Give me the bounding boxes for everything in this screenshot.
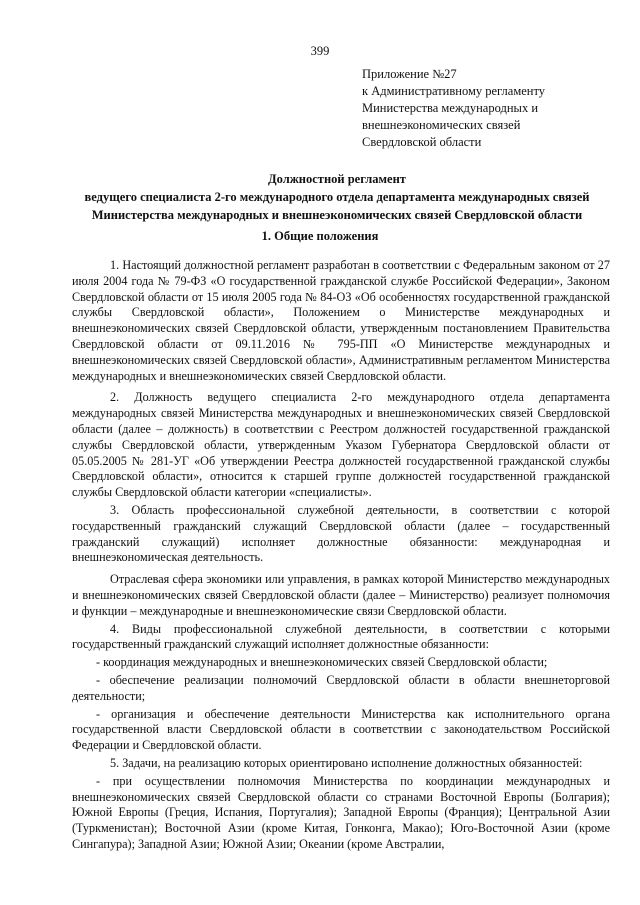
list-item: - при осуществлении полномочия Министерства по координации международных и внешнеэкономических связей Свердловской области со странами Восточной Европы (Болгария); Южной Европы (Греция, Испания, Португалия); Западной Европы (Франция); Центральной Азии (Туркменистан); Восточной Азии (кроме Китая, Гонконга, Макао); Юго-Восточной Азии (кроме Сингапура); Западной Азии; Южной Азии; Океании (кроме Австралии,: [72, 773, 610, 851]
paragraph: 4. Виды профессиональной служебной деятельности, в соответствии с которыми государственный гражданский служащий исполняет должностные обязанности:: [72, 621, 610, 652]
paragraph: 5. Задачи, на реализацию которых ориентировано исполнение должностных обязанностей:: [110, 755, 583, 770]
appendix-line: внешнеэкономических связей: [362, 118, 521, 132]
paragraph: 2. Должность ведущего специалиста 2-го международного отдела департамента международных связей Министерства международных и внешнеэкономических связей Свердловской области (далее – должность) в соответствии с Реестром должностей государственной гражданской службы Свердловской области, утвержденным Указом Губернатора Свердловской области от 05.05.2005 № 281-УГ «Об утверждении Реестра должностей государственной гражданской службы Свердловской области», относится к старшей группе должностей государственной гражданской службы Свердловской области категории «специалисты».: [72, 390, 610, 500]
title-line: Министерства международных и внешнеэкономических связей Свердловской области: [91, 208, 583, 222]
list-item: - обеспечение реализации полномочий Свердловской области в области внешнеторговой деятельности;: [72, 672, 610, 703]
page-number: 399: [310, 44, 330, 58]
list-item: - организация и обеспечение деятельности Министерства как исполнительного органа государственной власти Свердловской области в соответствии с законодательством Российской Федерации и Свердловской области.: [72, 706, 610, 753]
document-title: [40, 170, 634, 224]
title-line: ведущего специалиста 2-го международного отдела департамента международных связей: [84, 190, 590, 204]
list-item: - координация международных и внешнеэкономических связей Свердловской области;: [96, 655, 548, 670]
appendix-line: к Административному регламенту: [362, 84, 546, 98]
document-body: [72, 258, 610, 855]
paragraph: 1. Настоящий должностной регламент разработан в соответствии с Федеральным законом от 27 июля 2004 года № 79-ФЗ «О государственной гражданской службе Российской Федерации», Законом Свердловской области от 15 июля 2005 года № 84-ОЗ «Об особенностях государственной гражданской службы Свердловской области», Положением о Министерстве международных и внешнеэкономических связей Свердловской области, утвержденным постановлением Правительства Свердловской области от 09.11.2016 № 795-ПП «О Министерстве международных и внешнеэкономических связей Свердловской области», Административным регламентом Министерства международных и внешнеэкономических связей Свердловской области.: [72, 258, 610, 383]
appendix-line: Приложение №27: [362, 67, 457, 81]
title-line: Должностной регламент: [268, 172, 406, 186]
paragraph: Отраслевая сфера экономики или управления, в рамках которой Министерство международных и внешнеэкономических связей Свердловской области (далее – Министерство) реализует полномочия и функции – международные и внешнеэкономические связи Свердловской области.: [72, 572, 610, 618]
paragraph: 3. Область профессиональной служебной деятельности, в соответствии с которой государственный гражданский служащий Свердловской области (далее – государственный гражданский служащий) исполняет должностные обязанности: международная и внешнеэкономическая деятельность.: [72, 502, 610, 565]
section-heading: 1. Общие положения: [261, 229, 379, 243]
appendix-line: Министерства международных и: [362, 101, 539, 115]
appendix-line: Свердловской области: [362, 135, 482, 149]
appendix-block: [362, 66, 612, 151]
